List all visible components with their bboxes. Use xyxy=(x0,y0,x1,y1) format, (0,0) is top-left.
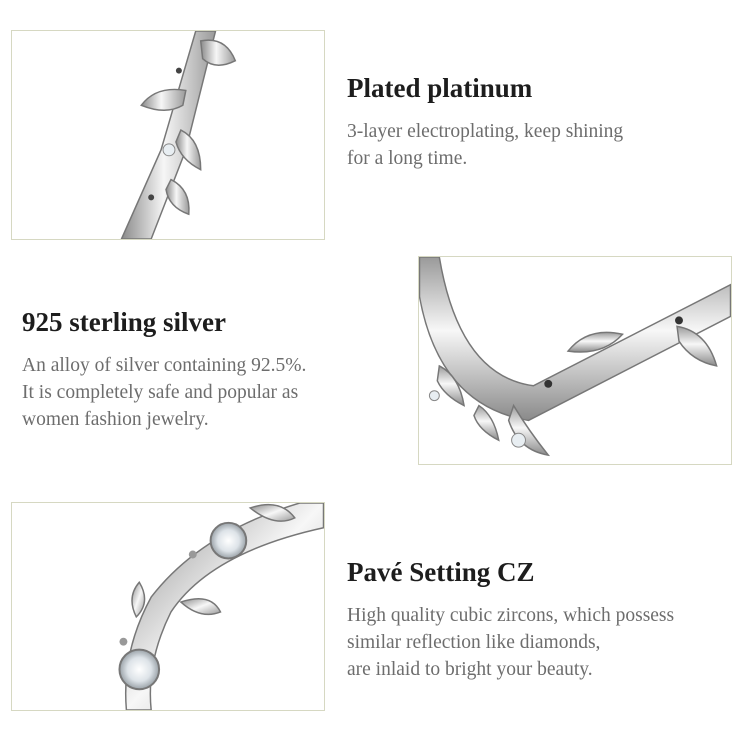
feature-pave-setting xyxy=(347,556,674,683)
feature-title: 925 sterling silver xyxy=(22,307,226,337)
description-line: similar reflection like diamonds, xyxy=(347,632,601,654)
description-line: It is completely safe and popular as xyxy=(22,382,299,404)
description-line: 3-layer electroplating, keep shining xyxy=(347,121,624,143)
description-line: women fashion jewelry. xyxy=(22,409,209,431)
silver-ring-zircon-icon xyxy=(12,503,324,710)
description-line: An alloy of silver containing 92.5%. xyxy=(22,355,307,377)
plated-platinum-photo xyxy=(11,30,325,240)
description-line: are inlaid to bright your beauty. xyxy=(347,659,593,681)
feature-title: Pavé Setting CZ xyxy=(347,557,535,587)
feature-plated-platinum xyxy=(347,72,623,172)
silver-ring-band-icon xyxy=(419,257,731,464)
description-line: for a long time. xyxy=(347,148,468,170)
pave-setting-photo xyxy=(11,502,325,711)
feature-sterling-silver xyxy=(22,306,306,433)
sterling-silver-photo xyxy=(418,256,732,465)
feature-description xyxy=(22,352,306,433)
feature-description xyxy=(347,602,674,683)
feature-description xyxy=(347,118,623,172)
description-line: High quality cubic zircons, which possess xyxy=(347,605,675,627)
feature-title: Plated platinum xyxy=(347,73,533,103)
silver-ring-leaf-icon xyxy=(12,31,324,239)
